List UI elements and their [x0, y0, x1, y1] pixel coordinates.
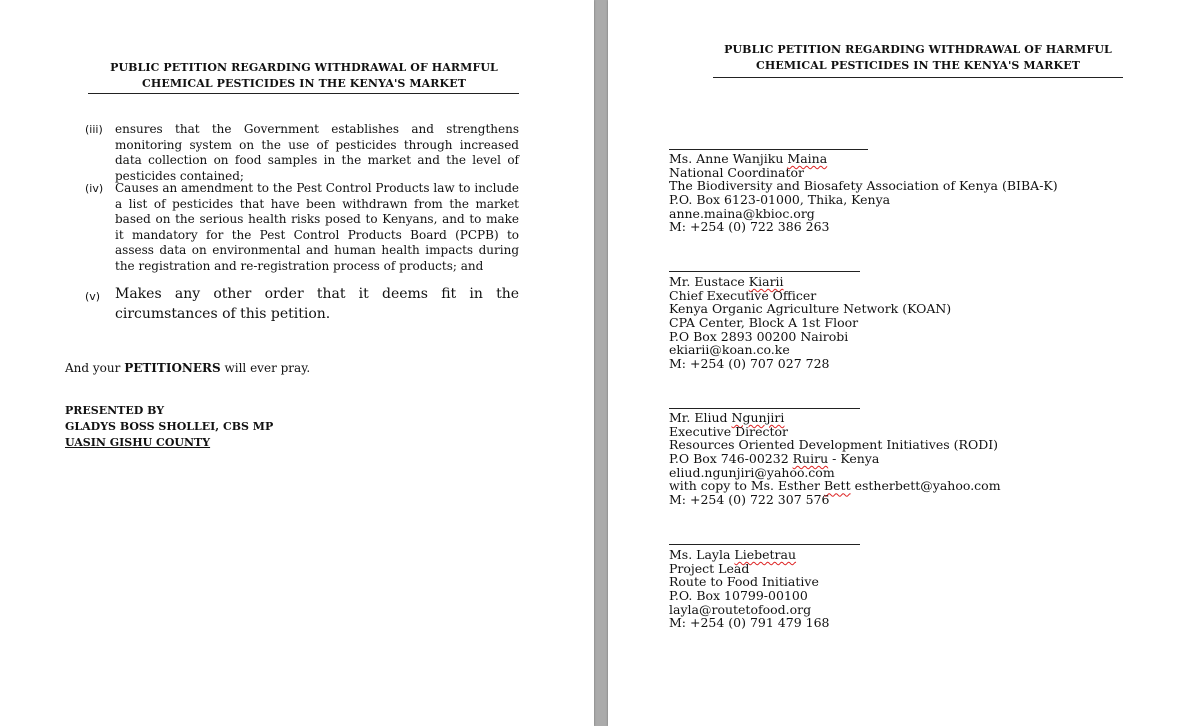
- contact-address: P.O. Box 6123-01000, Thika, Kenya: [669, 192, 891, 208]
- presented-by-label: PRESENTED BY: [65, 404, 165, 417]
- left-title-line-2: CHEMICAL PESTICIDES IN THE KENYA'S MARKET: [142, 77, 466, 90]
- spellcheck-flagged-word: Liebetrau: [734, 547, 797, 562]
- right-page-title: [702, 42, 1134, 74]
- contact-phone: M: +254 (0) 791 479 168: [669, 615, 830, 631]
- contact-address-line-2: P.O Box 2893 00200 Nairobi: [669, 328, 849, 344]
- contact-address: P.O Box 746-00232 Ruiru - Kenya: [669, 451, 880, 467]
- closing-prefix: And your: [65, 361, 121, 375]
- list-item-number: (iv): [85, 182, 104, 195]
- signature-line: [669, 408, 860, 409]
- presented-by-block: [65, 403, 525, 451]
- contact-phone: M: +254 (0) 722 307 576: [669, 492, 830, 508]
- contact-organization: The Biodiversity and Biosafety Association of Kenya (BIBA-K): [669, 178, 1058, 194]
- spellcheck-flagged-word: Kiarii: [748, 274, 784, 289]
- signature-line: [669, 271, 860, 272]
- list-item-text: ensures that the Government establishes and strengthens monitoring system on the use of pesticides through increased data collection on food samples in the market and the level of pesticides contained;: [115, 122, 519, 183]
- right-title-rule: [713, 77, 1123, 78]
- contact-copy-to: with copy to Ms. Esther Bett estherbett@yahoo.com: [669, 478, 1001, 494]
- left-page-title: [88, 60, 520, 92]
- contact-block-maina: [669, 152, 1058, 234]
- contact-name: Mr. Eustace Kiarii: [669, 274, 784, 289]
- contact-name: Ms. Layla Liebetrau: [669, 547, 797, 562]
- right-title-line-1: PUBLIC PETITION REGARDING WITHDRAWAL OF HARMFUL: [724, 43, 1112, 56]
- left-title-line-1: PUBLIC PETITION REGARDING WITHDRAWAL OF HARMFUL: [110, 61, 498, 74]
- contact-email: ekiarii@koan.co.ke: [669, 342, 790, 358]
- left-title-rule: [88, 93, 519, 94]
- spellcheck-flagged-word: Ruiru: [792, 451, 829, 467]
- contact-address: CPA Center, Block A 1st Floor: [669, 315, 859, 331]
- closing-prayer: [65, 361, 525, 376]
- list-item-text: Causes an amendment to the Pest Control Products law to include a list of pesticides that have been withdrawn from the market based on the serious health risks posed to Kenyans, and to make it mandatory for the Pest Control Products Board (PCPB) to assess data on environmental and human health impacts during the registration and re-registration process of products; and: [115, 181, 519, 273]
- contact-email: layla@routetofood.org: [669, 601, 812, 617]
- contact-organization: Resources Oriented Development Initiatives (RODI): [669, 437, 999, 453]
- contact-address: P.O. Box 10799-00100: [669, 588, 808, 604]
- contact-organization: Route to Food Initiative: [669, 574, 819, 590]
- contact-name: Mr. Eliud Ngunjiri: [669, 410, 785, 425]
- closing-bold-petitioners: PETITIONERS: [124, 361, 221, 375]
- contact-email: anne.maina@kbioc.org: [669, 205, 815, 221]
- contact-title: National Coordinator: [669, 164, 805, 180]
- spellcheck-flagged-word: Bett: [823, 478, 851, 494]
- right-title-line-2: CHEMICAL PESTICIDES IN THE KENYA'S MARKET: [756, 59, 1080, 72]
- contact-name: Ms. Anne Wanjiku Maina: [669, 151, 828, 166]
- spellcheck-flagged-word: Ngunjiri: [731, 410, 785, 425]
- contact-phone: M: +254 (0) 722 386 263: [669, 219, 830, 235]
- list-item-text: Makes any other order that it deems fit in the circumstances of this petition.: [115, 286, 519, 322]
- list-item-number: (iii): [85, 123, 103, 136]
- contact-block-ngunjiri: [669, 411, 1001, 507]
- contact-title: Executive Director: [669, 423, 788, 439]
- contact-email: eliud.ngunjiri@yahoo.com: [669, 464, 835, 480]
- signature-line: [669, 544, 860, 545]
- list-item-number: (v): [85, 290, 101, 303]
- signature-line: [669, 149, 868, 150]
- presenter-name: GLADYS BOSS SHOLLEI, CBS MP: [65, 420, 274, 433]
- contact-block-liebetrau: [669, 548, 830, 630]
- contact-block-kiarii: [669, 275, 951, 371]
- contact-phone: M: +254 (0) 707 027 728: [669, 356, 830, 372]
- presenter-county: UASIN GISHU COUNTY: [65, 436, 211, 449]
- closing-suffix: will ever pray.: [224, 361, 311, 375]
- contact-organization: Kenya Organic Agriculture Network (KOAN): [669, 301, 952, 317]
- contact-title: Project Lead: [669, 560, 750, 576]
- contact-title: Chief Executive Officer: [669, 287, 817, 303]
- spellcheck-flagged-word: Maina: [787, 151, 828, 166]
